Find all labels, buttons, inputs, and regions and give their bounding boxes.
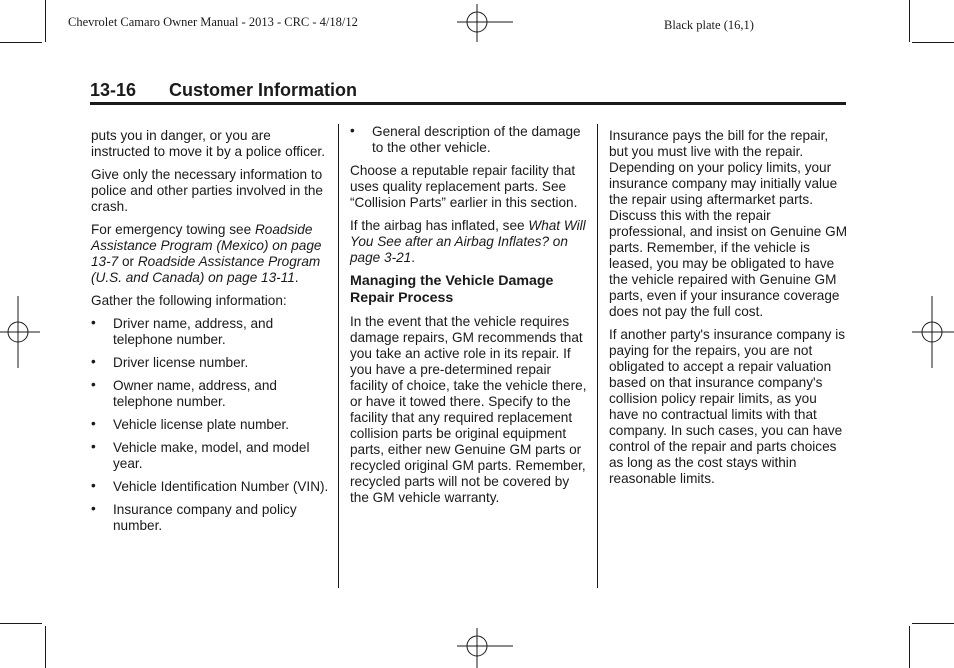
bullet-icon: • — [91, 478, 96, 493]
column-2 — [350, 124, 590, 513]
paragraph: Give only the necessary information to police and other parties involved in the crash. — [91, 167, 323, 214]
crop-mark — [45, 0, 46, 42]
bullet-list — [91, 316, 331, 534]
column-1 — [91, 128, 331, 541]
crop-mark — [0, 623, 42, 624]
crop-mark — [0, 42, 42, 43]
bullet-icon: • — [350, 123, 355, 138]
bullet-icon: • — [91, 377, 96, 392]
bullet-icon: • — [91, 501, 96, 516]
header-rule — [90, 102, 846, 105]
running-header-right: Black plate (16,1) — [664, 18, 754, 32]
paragraph: If the airbag has inflated, see What Will You See after an Airbag Inflates? on page 3-21. — [350, 218, 586, 265]
list-item: • Owner name, address, and telephone number. — [91, 377, 277, 409]
section-title: Customer Information — [169, 80, 358, 100]
list-item: • Vehicle Identification Number (VIN). — [91, 478, 329, 494]
running-header-left: Chevrolet Camaro Owner Manual - 2013 - CRC - 4/18/12 — [68, 15, 358, 29]
list-item: • Driver license number. — [91, 354, 249, 370]
bullet-icon: • — [91, 416, 96, 431]
paragraph: If another party's insurance company is paying for the repairs, you are not obligated to accept a repair valuation based on that insurance company's collision policy repair limits, as you have no contractual limits with that company. In such cases, you can have control of the repair and parts choices as long as the cost stays within reasonable limits. — [609, 327, 846, 486]
paragraph: In the event that the vehicle requires damage repairs, GM recommends that you take an active role in its repair. If you have a pre-determined repair facility of choice, take the vehicle there, or have it towed there. Specify to the facility that any required replacement collision parts be original equipment parts, either new Genuine GM parts or recycled original GM parts. Remember, recycled parts will not be covered by the GM vehicle warranty. — [350, 314, 587, 505]
paragraph: For emergency towing see Roadside Assistance Program (Mexico) on page 13-7 or Roadside Assistance Program (U.S. and Canada) on page 13-11. — [91, 222, 322, 285]
column-3 — [609, 128, 849, 494]
cross-reference-link[interactable]: Roadside Assistance Program (U.S. and Canada) on page 13-11 — [91, 254, 321, 285]
bullet-list — [350, 124, 590, 156]
crop-mark — [909, 626, 910, 668]
paragraph: Insurance pays the bill for the repair, but you must live with the repair. Depending on your policy limits, your insurance company may initially value the repair using aftermarket parts. Discuss this with the repair professional, and insist on Genuine GM parts. Remember, if the vehicle is leased, you may be obligated to have the vehicle repaired with Genuine GM parts, even if your insurance coverage does not pay the full cost. — [609, 128, 848, 319]
bullet-icon: • — [91, 439, 96, 454]
registration-mark-icon — [0, 296, 40, 368]
crop-mark — [912, 42, 954, 43]
list-item: • Vehicle license plate number. — [91, 416, 290, 432]
registration-mark-icon — [457, 628, 513, 668]
section-heading: Managing the Vehicle Damage Repair Process — [350, 273, 554, 306]
bullet-icon: • — [91, 354, 96, 369]
bullet-icon: • — [91, 315, 96, 330]
page-number: 13-16 — [90, 80, 137, 100]
cross-reference-link[interactable]: What Will You See after an Airbag Inflates? on page 3-21 — [350, 218, 586, 265]
cross-reference-link[interactable]: Roadside Assistance Program (Mexico) on page 13-7 — [91, 222, 322, 269]
paragraph: Choose a reputable repair facility that uses quality replacement parts. See “Collision Parts” earlier in this section. — [350, 163, 578, 210]
crop-mark — [909, 0, 910, 42]
list-item: • Driver name, address, and telephone number. — [91, 315, 274, 347]
list-item: • Insurance company and policy number. — [91, 501, 297, 533]
paragraph: Gather the following information: — [91, 293, 287, 308]
list-item: • Vehicle make, model, and model year. — [91, 439, 310, 471]
crop-mark — [45, 626, 46, 668]
column-divider — [597, 124, 598, 588]
registration-mark-icon — [457, 4, 513, 42]
crop-mark — [912, 623, 954, 624]
paragraph: puts you in danger, or you are instructed to move it by a police officer. — [91, 128, 325, 159]
registration-mark-icon — [912, 296, 954, 368]
list-item: • General description of the damage to the other vehicle. — [350, 123, 581, 155]
column-divider — [338, 124, 339, 588]
